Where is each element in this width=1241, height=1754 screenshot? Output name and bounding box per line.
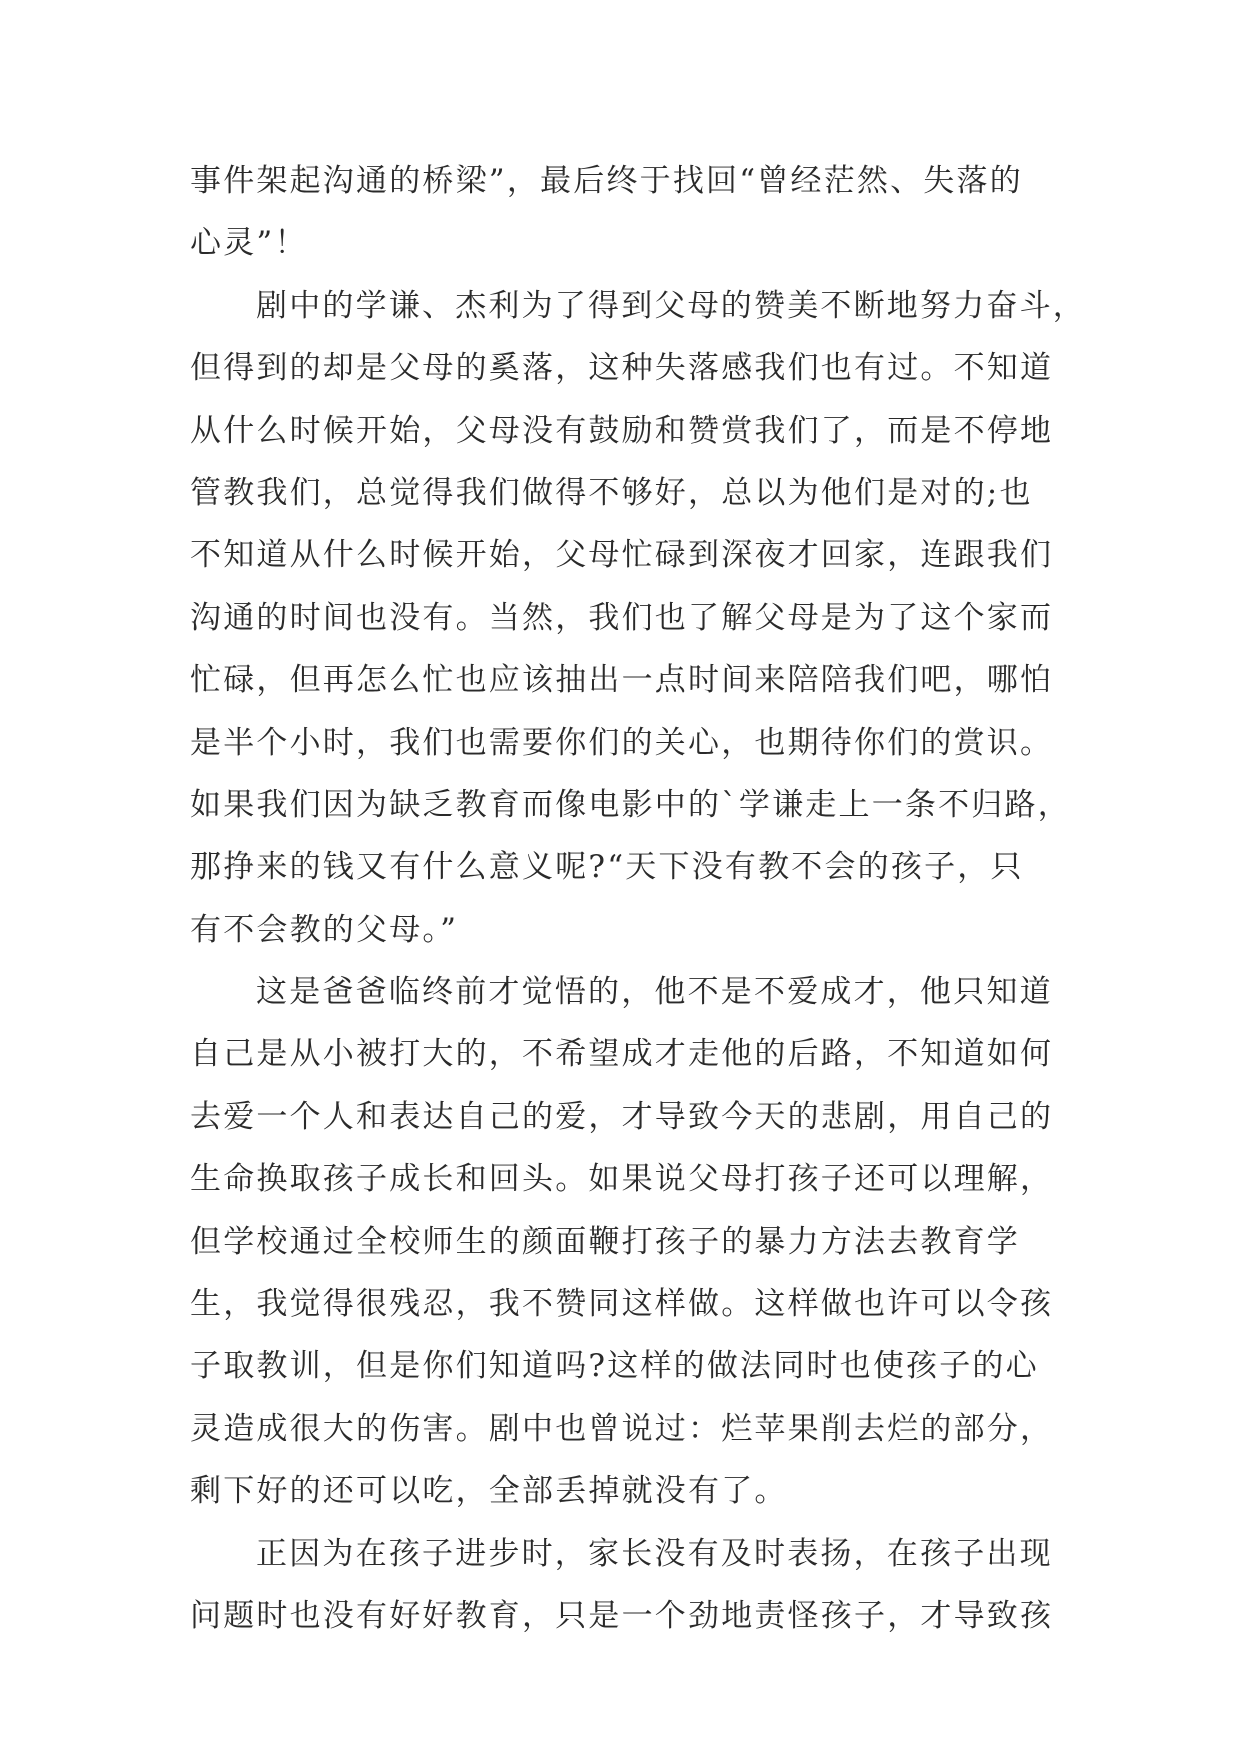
text-line: 事件架起沟通的桥梁”，最后终于找回“曾经茫然、失落的	[190, 163, 1023, 199]
text-line: 生，我觉得很残忍，我不赞同这样做。这样做也许可以令孩	[190, 1286, 1054, 1323]
text-line: 生命换取孩子成长和回头。如果说父母打孩子还可以理解，	[190, 1161, 1054, 1198]
text-line: 管教我们，总觉得我们做得不够好，总以为他们是对的;也	[190, 474, 1033, 511]
text-line: 忙碌，但再怎么忙也应该抽出一点时间来陪陪我们吧，哪怕	[190, 662, 1054, 699]
text-line: 如果我们因为缺乏教育而像电影中的`学谦走上一条不归路，	[190, 786, 1071, 823]
text-line: 不知道从什么时候开始，父母忙碌到深夜才回家，连跟我们	[190, 537, 1054, 574]
text-line: 问题时也没有好好教育，只是一个劲地责怪孩子，才导致孩	[190, 1597, 1054, 1634]
text-line: 去爱一个人和表达自己的爱，才导致今天的悲剧，用自己的	[190, 1098, 1054, 1135]
text-line: 但学校通过全校师生的颜面鞭打孩子的暴力方法去教育学	[190, 1223, 1020, 1260]
paragraph	[190, 961, 1090, 1523]
text-line: 剩下好的还可以吃，全部丢掉就没有了。	[190, 1473, 788, 1510]
document-body	[190, 150, 1090, 1647]
text-line: 那挣来的钱又有什么意义呢?“天下没有教不会的孩子，只	[190, 849, 1024, 886]
paragraph	[190, 275, 1090, 961]
text-line: 心灵”！	[190, 225, 308, 262]
text-line: 是半个小时，我们也需要你们的关心，也期待你们的赏识。	[190, 724, 1054, 761]
text-line: 从什么时候开始，父母没有鼓励和赞赏我们了，而是不停地	[190, 412, 1054, 449]
paragraph	[190, 150, 1090, 275]
paragraph	[190, 1523, 1090, 1648]
text-line: 有不会教的父母。”	[190, 911, 459, 948]
text-line: 子取教训，但是你们知道吗?这样的做法同时也使孩子的心	[190, 1348, 1039, 1385]
text-line: 但得到的却是父母的奚落，这种失落感我们也有过。不知道	[190, 350, 1054, 387]
text-line: 自己是从小被打大的，不希望成才走他的后路，不知道如何	[190, 1036, 1054, 1073]
text-line: 正因为在孩子进步时，家长没有及时表扬，在孩子出现	[256, 1535, 1053, 1572]
text-line: 这是爸爸临终前才觉悟的，他不是不爱成才，他只知道	[256, 974, 1053, 1011]
text-line: 灵造成很大的伤害。剧中也曾说过：烂苹果削去烂的部分，	[190, 1410, 1054, 1447]
text-line: 沟通的时间也没有。当然，我们也了解父母是为了这个家而	[190, 599, 1054, 636]
text-line: 剧中的学谦、杰利为了得到父母的赞美不断地努力奋斗，	[256, 287, 1086, 324]
